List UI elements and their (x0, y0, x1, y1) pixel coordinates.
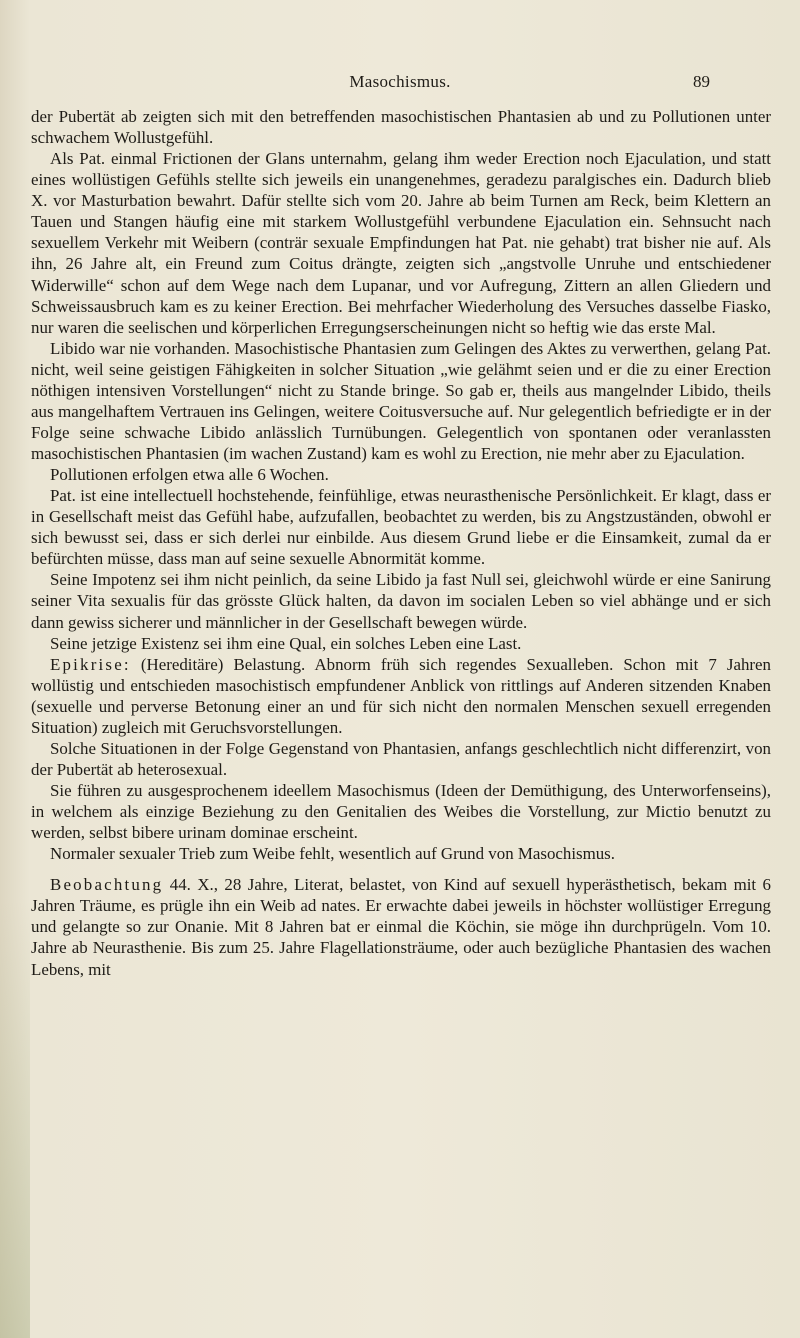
running-title: Masochismus. (349, 72, 451, 91)
paragraph: Seine Impotenz sei ihm nicht peinlich, da seine Libido ja fast Null sei, gleichwohl würde er eine Sanirung seiner Vita sexualis für das grösste Glück halten, da davon im socialen Leben so viel abhänge und er sich dann gewiss sicherer und männlicher in der Gesellschaft bewegen würde. (31, 570, 771, 632)
page-edge-shading (0, 900, 30, 1338)
observation-label: Beobachtung (50, 875, 164, 895)
paragraph: Pollutionen erfolgen etwa alle 6 Wochen. (50, 465, 329, 485)
observation-text: 44. X., 28 Jahre, Literat, belastet, von Kind auf sexuell hyperästhetisch, bekam mit 6 Jahren Träume, es prügle ihn ein Weib ad nates. Er erwachte dabei jeweils in höchster wollüstiger Erregung und gelangte so zur Onanie. Mit 8 Jahren bat er einmal die Köchin, sie möge ihn durchprügeln. Vom 10. Jahre ab Neurasthenie. Bis zum 25. Jahre Flagellationsträume, oder auch bezügliche Phantasien des wachen Lebens, mit (31, 875, 771, 979)
paragraph: Solche Situationen in der Folge Gegenstand von Phantasien, anfangs geschlechtlich nicht differenzirt, von der Pubertät ab heterosexual. (31, 738, 771, 779)
epikrise-text: (Hereditäre) Belastung. Abnorm früh sich regendes Sexualleben. Schon mit 7 Jahren wollüstig und entschieden masochistisch empfundener Anblick von rittlings auf Anderen sitzenden Knaben (sexuelle und perverse Betonung einer an und für sich nicht den normalen Menschen sexuell erregenden Situation) zugleich mit Geruchsvorstellungen. (31, 654, 771, 737)
paragraph: Pat. ist eine intellectuell hochstehende, feinfühlige, etwas neurasthenische Persönlichkeit. Er klagt, dass er in Gesellschaft meist das Gefühl habe, aufzufallen, beobachtet zu werden, bis zu Angstzuständen, obwohl er sich bewusst sei, dass er sich derlei nur einbilde. Aus diesem Grund liebe er die Einsamkeit, zumal da er befürchten müsse, dass man auf seine sexuelle Abnormität komme. (31, 486, 771, 569)
paragraph: der Pubertät ab zeigten sich mit den betreffenden masochistischen Phantasien ab und zu Pollutionen unter schwachem Wollustgefühl. (31, 107, 771, 148)
page-header (0, 72, 800, 96)
epikrise-label: Epikrise: (50, 654, 131, 674)
observation-paragraph (31, 874, 771, 979)
paragraph: Sie führen zu ausgesprochenem ideellem Masochismus (Ideen der Demüthigung, des Unterworfenseins), in welchem als einzige Beziehung zu den Genitalien des Weibes die Vorstellung, zur Mictio benutzt zu werden, selbst bibere urinam dominae erscheint. (31, 781, 771, 843)
page-number: 89 (693, 72, 710, 91)
epikrise-paragraph (31, 654, 771, 738)
body-text (31, 106, 771, 980)
paragraph: Libido war nie vorhanden. Masochistische Phantasien zum Gelingen des Aktes zu verwerthen, gelang Pat. nicht, weil seine geistigen Fähigkeiten in solcher Situation „wie gelähmt seien und er die zu einer Erection nöthigen intensiven Vorstellungen“ nicht zu Stande bringe. So gab er, theils aus mangelnder Libido, theils aus mangelhaftem Vertrauen ins Gelingen, weitere Coitusversuche auf. Nur gelegentlich befriedigte er in der Folge seine schwache Libido anlässlich Turnübungen. Gelegentlich von spontanen oder veranlassten masochistischen Phantasien (im wachen Zustand) kam es wohl zu Erection, nie mehr aber zu Ejaculation. (31, 338, 771, 463)
paragraph: Seine jetzige Existenz sei ihm eine Qual, ein solches Leben eine Last. (50, 633, 522, 653)
paragraph: Als Pat. einmal Frictionen der Glans unternahm, gelang ihm weder Erection noch Ejaculation, und statt eines wollüstigen Gefühls stellte sich jeweils ein unangenehmes, geradezu paralgisches ein. Dadurch blieb X. vor Masturbation bewahrt. Dafür stellte sich vom 20. Jahre ab beim Turnen am Reck, beim Klettern an Tauen und Stangen häufig eine mit starkem Wollustgefühl verbundene Ejaculation ein. Sehnsucht nach sexuellem Verkehr mit Weibern (conträr sexuale Empfindungen hat Pat. nie gehabt) trat bisher nie auf. Als ihn, 26 Jahre alt, ein Freund zum Coitus drängte, zeigten sich „angstvolle Unruhe und entschiedener Widerwille“ schon auf dem Wege nach dem Lupanar, und vor Aufregung, Zittern an allen Gliedern und Schweissausbruch kam es zu keiner Erection. Bei mehrfacher Wiederholung des Versuches dasselbe Fiasko, nur waren die seelischen und körperlichen Erregungserscheinungen nicht so heftig wie das erste Mal. (31, 149, 771, 337)
paragraph: Normaler sexualer Trieb zum Weibe fehlt, wesentlich auf Grund von Masochismus. (50, 844, 615, 864)
